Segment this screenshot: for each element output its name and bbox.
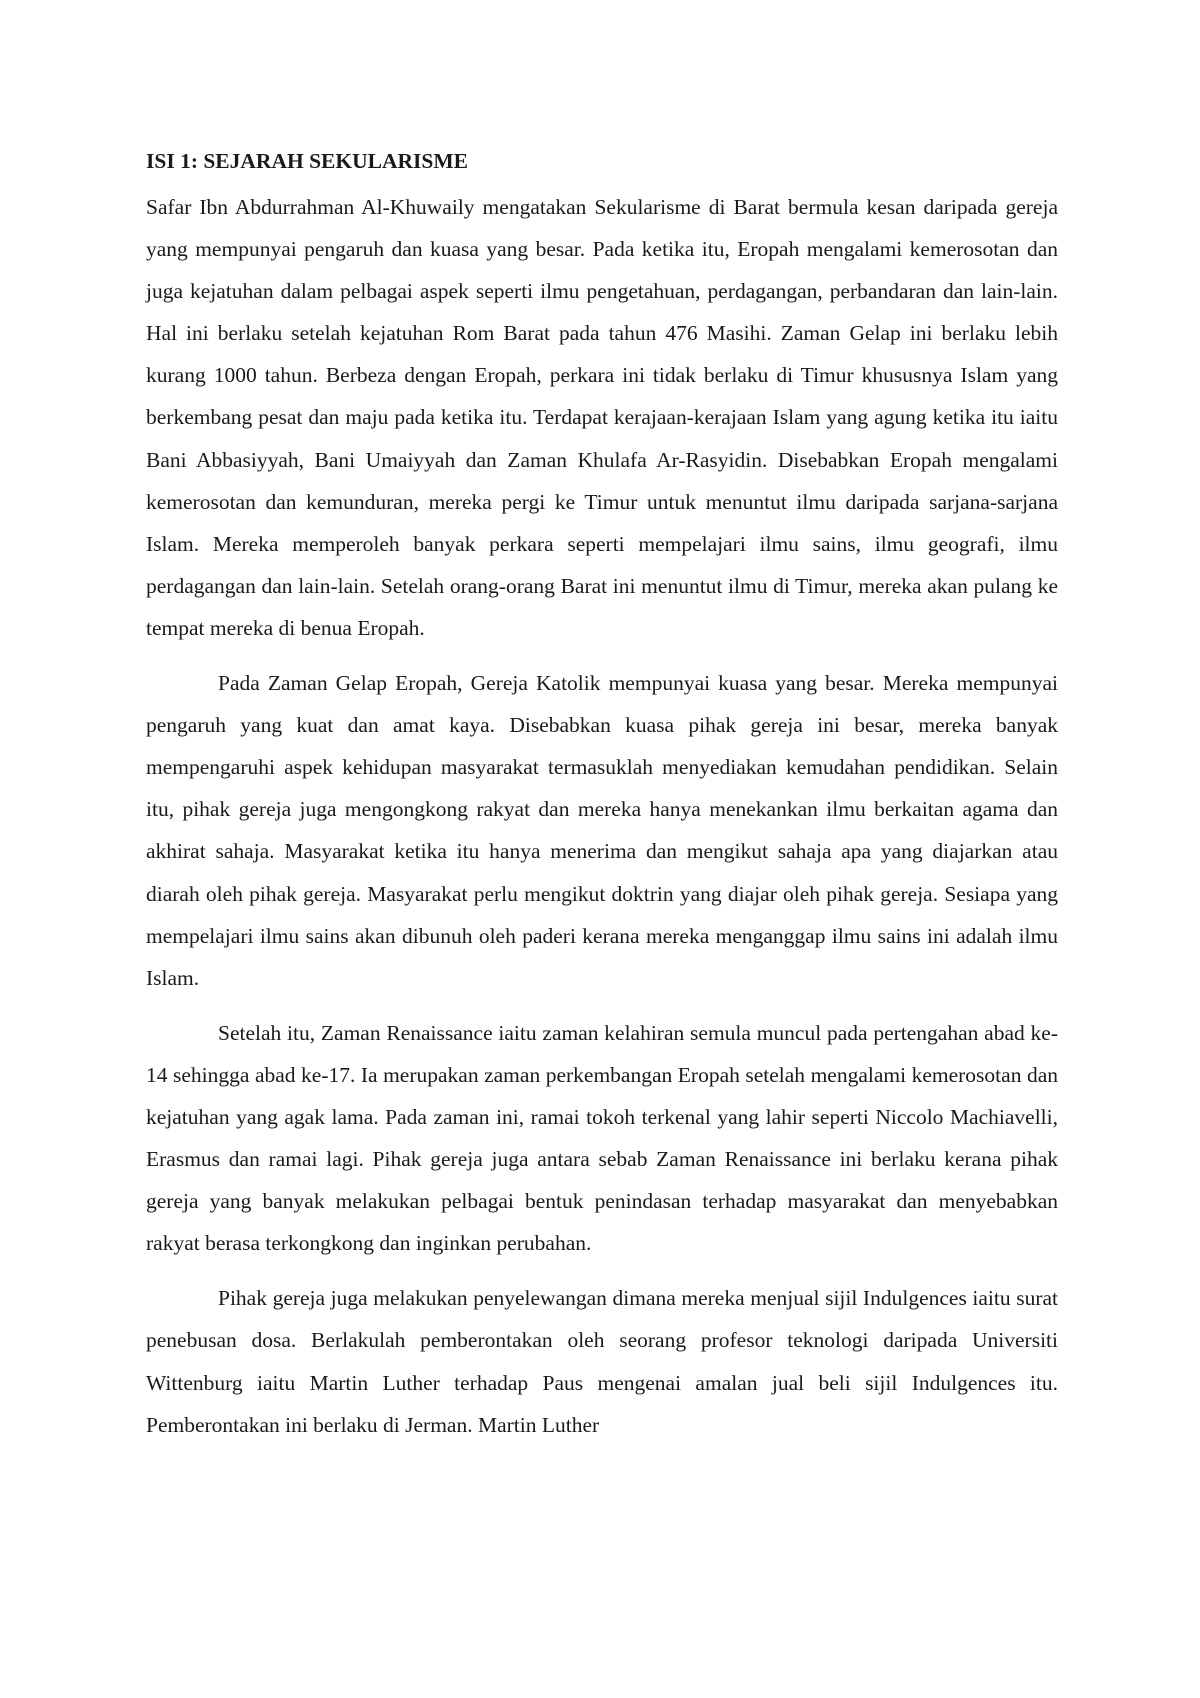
paragraph-1: Safar Ibn Abdurrahman Al-Khuwaily mengatakan Sekularisme di Barat bermula kesan daripada gereja yang mempunyai pengaruh dan kuasa yang besar. Pada ketika itu, Eropah mengalami kemerosotan dan juga kejatuhan dalam pelbagai aspek seperti ilmu pengetahuan, perdagangan, perbandaran dan lain-lain. Hal ini berlaku setelah kejatuhan Rom Barat pada tahun 476 Masihi. Zaman Gelap ini berlaku lebih kurang 1000 tahun. Berbeza dengan Eropah, perkara ini tidak berlaku di Timur khususnya Islam yang berkembang pesat dan maju pada ketika itu. Terdapat kerajaan-kerajaan Islam yang agung ketika itu iaitu Bani Abbasiyyah, Bani Umaiyyah dan Zaman Khulafa Ar-Rasyidin. Disebabkan Eropah mengalami kemerosotan dan kemunduran, mereka pergi ke Timur untuk menuntut ilmu daripada sarjana-sarjana Islam. Mereka memperoleh banyak perkara seperti mempelajari ilmu sains, ilmu geografi, ilmu perdagangan dan lain-lain. Setelah orang-orang Barat ini menuntut ilmu di Timur, mereka akan pulang ke tempat mereka di benua Eropah. [146,195,1058,640]
paragraph-3: Setelah itu, Zaman Renaissance iaitu zaman kelahiran semula muncul pada pertengahan abad ke-14 sehingga abad ke-17. Ia merupakan zaman perkembangan Eropah setelah mengalami kemerosotan dan kejatuhan yang agak lama. Pada zaman ini, ramai tokoh terkenal yang lahir seperti Niccolo Machiavelli, Erasmus dan ramai lagi. Pihak gereja juga antara sebab Zaman Renaissance ini berlaku kerana pihak gereja yang banyak melakukan pelbagai bentuk penindasan terhadap masyarakat dan menyebabkan rakyat berasa terkongkong dan inginkan perubahan. [146,1020,1058,1256]
section-heading: ISI 1: SEJARAH SEKULARISME [146,149,468,173]
document-body [146,140,1058,1459]
paragraph-4: Pihak gereja juga melakukan penyelewangan dimana mereka menjual sijil Indulgences iaitu surat penebusan dosa. Berlakulah pemberontakan oleh seorang profesor teknologi daripada Universiti Wittenburg iaitu Martin Luther terhadap Paus mengenai amalan jual beli sijil Indulgences itu. Pemberontakan ini berlaku di Jerman. Martin Luther [146,1286,1058,1437]
paragraph-2: Pada Zaman Gelap Eropah, Gereja Katolik mempunyai kuasa yang besar. Mereka mempunyai pengaruh yang kuat dan amat kaya. Disebabkan kuasa pihak gereja ini besar, mereka banyak mempengaruhi aspek kehidupan masyarakat termasuklah menyediakan kemudahan pendidikan. Selain itu, pihak gereja juga mengongkong rakyat dan mereka hanya menekankan ilmu berkaitan agama dan akhirat sahaja. Masyarakat ketika itu hanya menerima dan mengikut sahaja apa yang diajarkan atau diarah oleh pihak gereja. Masyarakat perlu mengikut doktrin yang diajar oleh pihak gereja. Sesiapa yang mempelajari ilmu sains akan dibunuh oleh paderi kerana mereka menganggap ilmu sains ini adalah ilmu Islam. [146,671,1058,990]
